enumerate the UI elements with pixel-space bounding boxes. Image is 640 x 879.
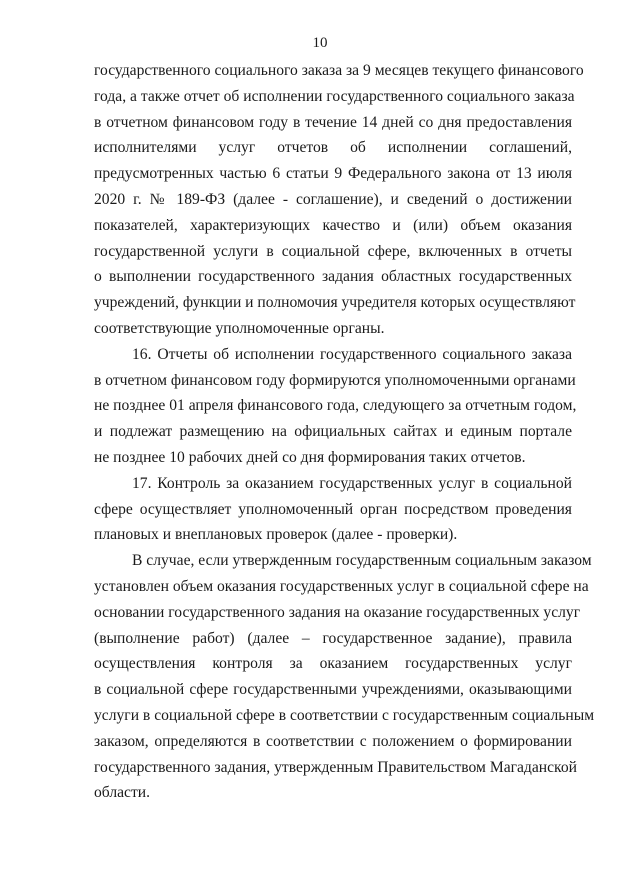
text-line: в социальной сфере государственными учреждениями, оказывающими xyxy=(94,681,572,699)
paragraph-state-assignment xyxy=(94,548,595,806)
text-line: о выполнении государственного задания областных государственных xyxy=(94,268,572,286)
document-body xyxy=(94,58,595,806)
text-line: 2020 г. № 189-ФЗ (далее - соглашение), и сведений о достижении xyxy=(94,190,572,208)
text-line: заказом, определяются в соответствии с положением о формировании xyxy=(94,732,572,750)
text-line: сфере осуществляет уполномоченный орган посредством проведения xyxy=(94,500,572,518)
text-line: плановых и внеплановых проверок (далее - проверки). xyxy=(94,526,458,544)
text-line: и подлежат размещению на официальных сайтах и единым портале xyxy=(94,423,572,441)
text-line: осуществления контроля за оказанием государственных услуг xyxy=(94,655,572,673)
text-line: учреждений, функции и полномочия учредителя которых осуществляют xyxy=(94,294,576,312)
text-line: в отчетном финансовом году формируются уполномоченными органами xyxy=(94,371,576,389)
page-number: 10 xyxy=(312,35,328,51)
text-line: соответствующие уполномоченные органы. xyxy=(94,319,385,337)
text-line: государственной услуги в социальной сфере, включенных в отчеты xyxy=(94,242,572,260)
text-line: основании государственного задания на оказание государственных услуг xyxy=(94,603,581,621)
paragraph-reporting-deadlines xyxy=(94,58,584,342)
text-line: (выполнение работ) (далее – государственное задание), правила xyxy=(94,629,572,647)
text-line: не позднее 10 рабочих дней со дня формирования таких отчетов. xyxy=(94,448,526,466)
text-line: услуги в социальной сфере в соответствии с государственным социальным xyxy=(94,706,595,724)
text-line: 17. Контроль за оказанием государственных услуг в социальной xyxy=(132,474,572,492)
text-line: В случае, если утвержденным государственным социальным заказом xyxy=(132,552,592,570)
text-line: 16. Отчеты об исполнении государственного социального заказа xyxy=(132,345,572,363)
text-line: установлен объем оказания государственных услуг в социальной сфере на xyxy=(94,577,589,595)
text-line: области. xyxy=(94,784,151,802)
text-line: в отчетном финансовом году в течение 14 дней со дня предоставления xyxy=(94,113,572,131)
text-line: исполнителями услуг отчетов об исполнении соглашений, xyxy=(94,139,572,157)
text-line: государственного социального заказа за 9 месяцев текущего финансового xyxy=(94,62,584,79)
paragraph-item-16 xyxy=(94,342,577,471)
paragraph-item-17 xyxy=(94,471,572,548)
text-line: государственного задания, утвержденным Правительством Магаданской xyxy=(94,758,577,776)
text-line: не позднее 01 апреля финансового года, следующего за отчетным годом, xyxy=(94,397,577,415)
text-line: показателей, характеризующих качество и (или) объем оказания xyxy=(94,216,572,234)
text-line: предусмотренных частью 6 статьи 9 Федерального закона от 13 июля xyxy=(94,165,572,183)
text-line: года, а также отчет об исполнении государственного социального заказа xyxy=(94,87,575,105)
